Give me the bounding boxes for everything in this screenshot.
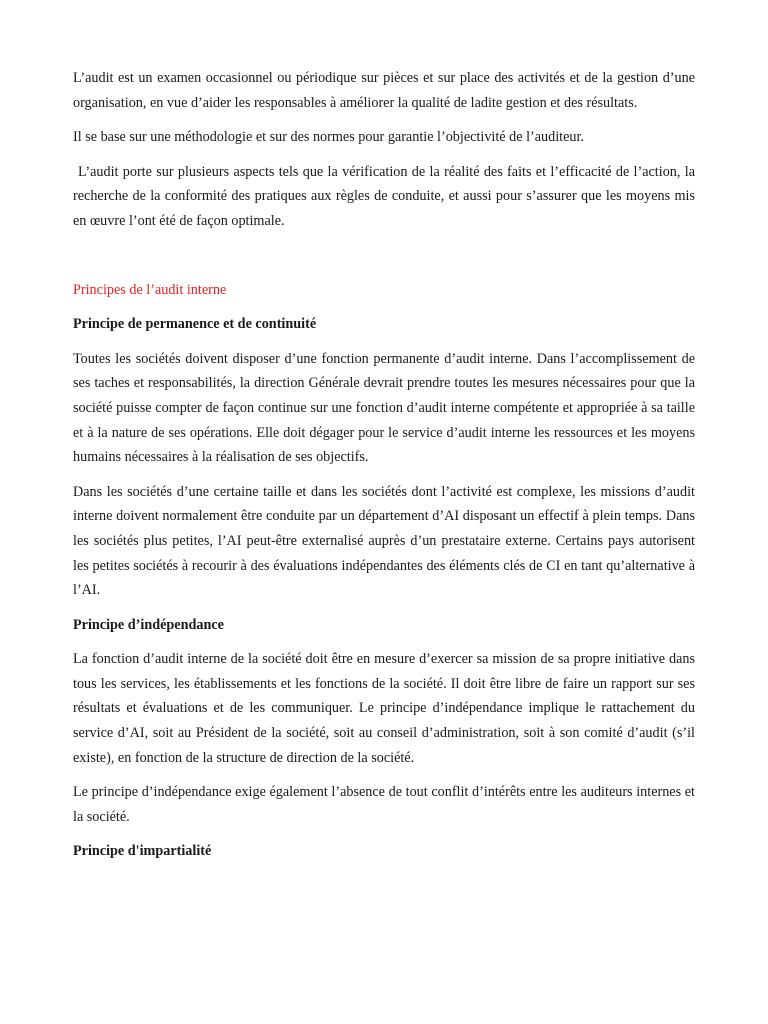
heading-permanence: Principe de permanence et de continuité	[73, 316, 317, 333]
intro-paragraph-3: L’audit porte sur plusieurs aspects tels que la vérification de la réalité des faits et l’efficacité de l’action, la recherche de la conformité des pratiques aux règles de conduite, et aussi pour s’assurer que les moyens mis en œuvre l’ont été de façon optimale.	[73, 163, 695, 229]
intro-paragraph-2: Il se base sur une méthodologie et sur des normes pour garantie l’objectivité de l’auditeur.	[73, 129, 584, 146]
permanence-paragraph-1: Toutes les sociétés doivent disposer d’une fonction permanente d’audit interne. Dans l’accomplissement de ses taches et responsabilités, la direction Générale devrait prendre toutes les mesures nécessaires pour que la société puisse compter de façon continue sur une fonction d’audit interne compétente et appropriée à sa taille et à la nature de ses opérations. Elle doit dégager pour le service d’audit interne les ressources et les moyens humains nécessaires à la réalisation de ses objectifs.	[73, 350, 695, 466]
permanence-paragraph-2: Dans les sociétés d’une certaine taille et dans les sociétés dont l’activité est complexe, les missions d’audit interne doivent normalement être conduite par un département d’AI disposant un effectif à plein temps. Dans les sociétés plus petites, l’AI peut-être externalisé auprès d’un prestataire externe. Certains pays autorisent les petites sociétés à recourir à des évaluations indépendantes des éléments clés de CI en tant qu’alternative à l’AI.	[73, 483, 695, 599]
independance-paragraph-1: La fonction d’audit interne de la société doit être en mesure d’exercer sa mission de sa propre initiative dans tous les services, les établissements et les fonctions de la société. Il doit être libre de faire un rapport sur ses résultats et évaluations et de les communiquer. Le principe d’indépendance implique le rattachement du service d’AI, soit au Président de la société, soit au conseil d’administration, soit à son comité d’audit (s’il existe), en fonction de la structure de direction de la société.	[73, 651, 695, 766]
section-title: Principes de l’audit interne	[73, 281, 227, 298]
intro-paragraph-1: L’audit est un examen occasionnel ou périodique sur pièces et sur place des activités et de la gestion d’une organisation, en vue d’aider les responsables à améliorer la qualité de ladite gestion et des résultats.	[73, 70, 695, 111]
heading-independance: Principe d’indépendance	[73, 616, 224, 633]
document-page	[73, 66, 695, 864]
independance-paragraph-2: Le principe d’indépendance exige également l’absence de tout conflit d’intérêts entre les auditeurs internes et la société.	[73, 784, 695, 825]
heading-impartialite: Principe d'impartialité	[73, 843, 212, 860]
